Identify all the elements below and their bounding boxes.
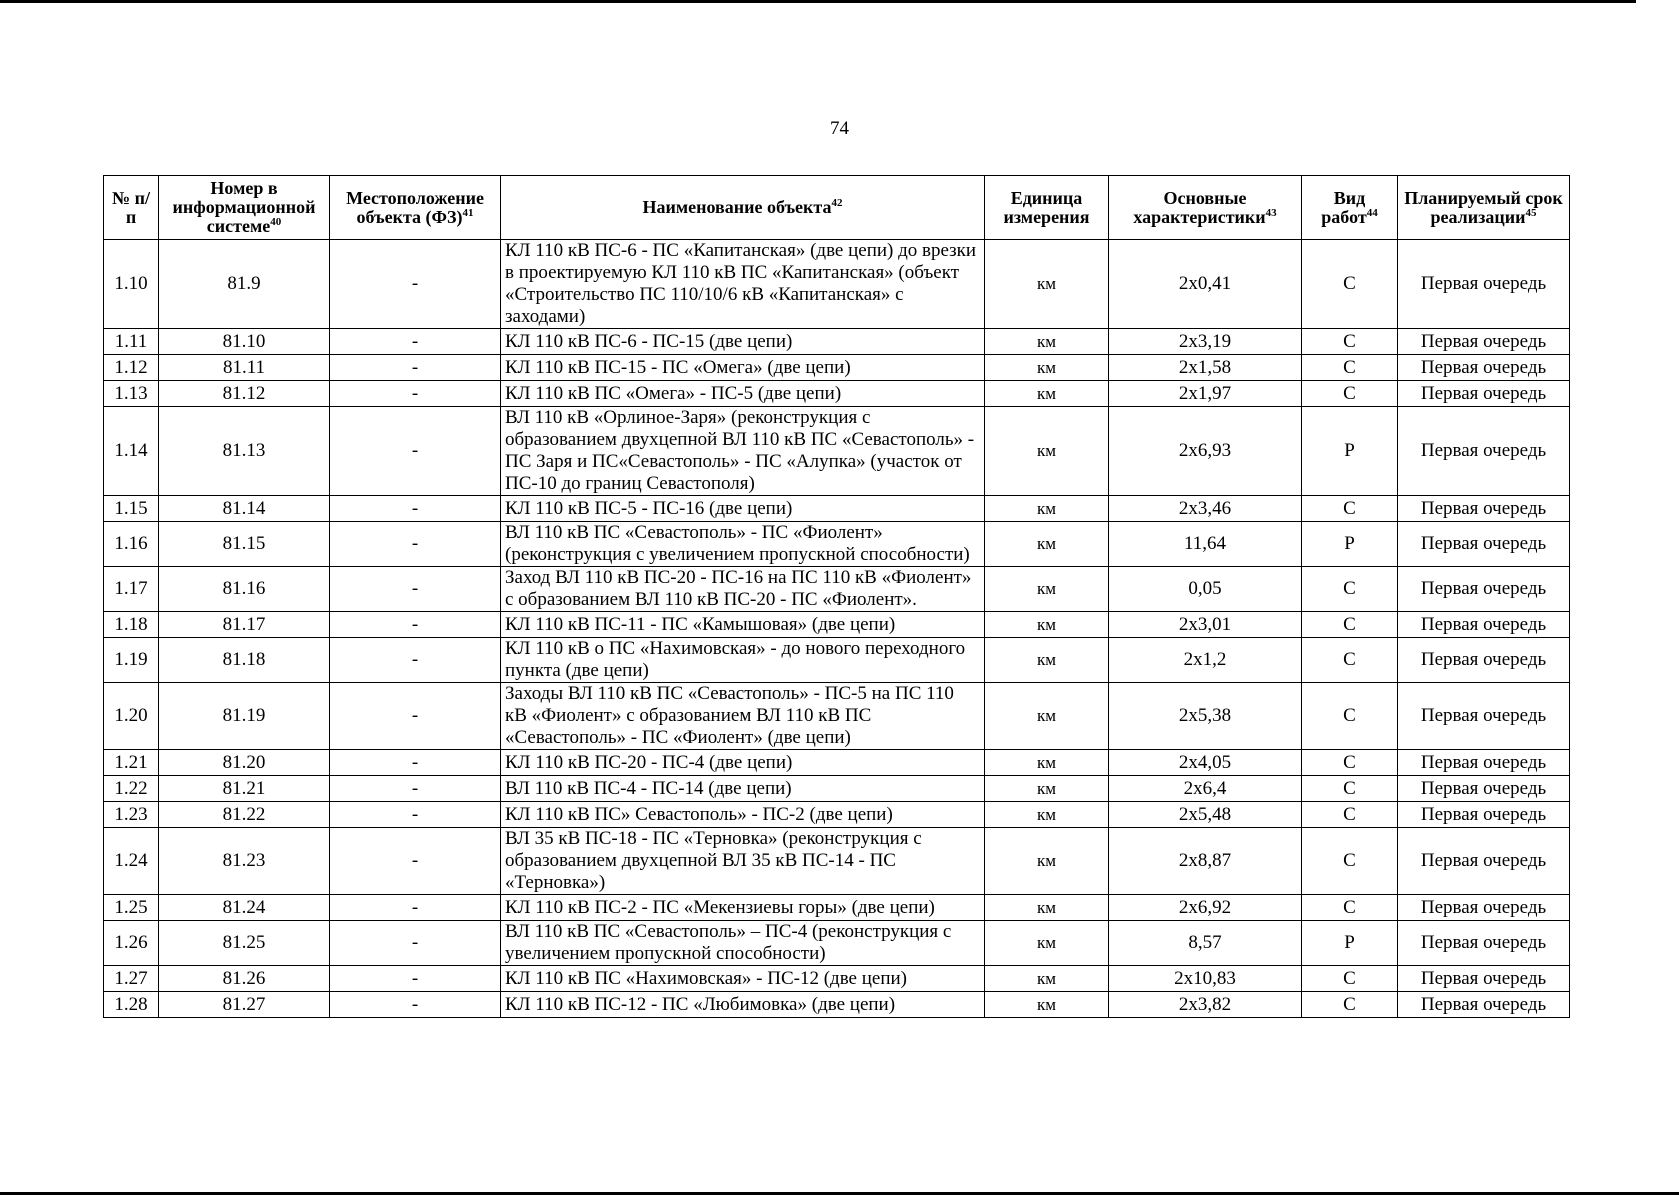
cell-object-name: ВЛ 110 кВ ПС «Севастополь» – ПС-4 (реконструкция с увеличением пропускной способности) bbox=[501, 921, 985, 966]
cell-work-type: С bbox=[1302, 828, 1398, 895]
header-planned-term: Планируемый срок реализации$^{45}$ bbox=[1398, 176, 1570, 240]
table-row bbox=[104, 522, 1570, 567]
cell-work-type: С bbox=[1302, 966, 1398, 992]
cell-object-name: КЛ 110 кВ ПС-6 - ПС-15 (две цепи) bbox=[501, 329, 985, 355]
cell-unit: км bbox=[985, 381, 1109, 407]
cell-number: 1.23 bbox=[104, 802, 159, 828]
cell-location: - bbox=[330, 921, 501, 966]
cell-planned-term: Первая очередь bbox=[1398, 750, 1570, 776]
cell-system-id: 81.21 bbox=[159, 776, 330, 802]
cell-characteristics: 2х3,19 bbox=[1109, 329, 1302, 355]
cell-system-id: 81.9 bbox=[159, 240, 330, 329]
cell-work-type: С bbox=[1302, 638, 1398, 683]
cell-work-type: Р bbox=[1302, 522, 1398, 567]
cell-work-type: С bbox=[1302, 776, 1398, 802]
table-row bbox=[104, 776, 1570, 802]
cell-system-id: 81.10 bbox=[159, 329, 330, 355]
cell-number: 1.14 bbox=[104, 407, 159, 496]
cell-unit: км bbox=[985, 895, 1109, 921]
cell-unit: км bbox=[985, 966, 1109, 992]
cell-number: 1.16 bbox=[104, 522, 159, 567]
table-row bbox=[104, 921, 1570, 966]
scan-border-bottom bbox=[0, 1192, 1679, 1195]
cell-object-name: КЛ 110 кВ о ПС «Нахимовская» - до нового переходного пункта (две цепи) bbox=[501, 638, 985, 683]
cell-location: - bbox=[330, 329, 501, 355]
cell-object-name: КЛ 110 кВ ПС «Омега» - ПС-5 (две цепи) bbox=[501, 381, 985, 407]
cell-unit: км bbox=[985, 921, 1109, 966]
cell-location: - bbox=[330, 522, 501, 567]
cell-characteristics: 8,57 bbox=[1109, 921, 1302, 966]
cell-work-type: С bbox=[1302, 240, 1398, 329]
cell-location: - bbox=[330, 381, 501, 407]
cell-unit: км bbox=[985, 776, 1109, 802]
cell-work-type: С bbox=[1302, 612, 1398, 638]
cell-location: - bbox=[330, 240, 501, 329]
cell-number: 1.12 bbox=[104, 355, 159, 381]
cell-system-id: 81.20 bbox=[159, 750, 330, 776]
cell-characteristics: 2х6,93 bbox=[1109, 407, 1302, 496]
cell-planned-term: Первая очередь bbox=[1398, 355, 1570, 381]
cell-location: - bbox=[330, 612, 501, 638]
cell-unit: км bbox=[985, 240, 1109, 329]
table-row bbox=[104, 828, 1570, 895]
cell-unit: км bbox=[985, 750, 1109, 776]
cell-unit: км bbox=[985, 355, 1109, 381]
table-row bbox=[104, 567, 1570, 612]
table-row bbox=[104, 407, 1570, 496]
cell-number: 1.13 bbox=[104, 381, 159, 407]
cell-planned-term: Первая очередь bbox=[1398, 992, 1570, 1018]
cell-characteristics: 2х1,58 bbox=[1109, 355, 1302, 381]
cell-location: - bbox=[330, 776, 501, 802]
header-characteristics: Основные характеристики$^{43}$ bbox=[1109, 176, 1302, 240]
cell-system-id: 81.19 bbox=[159, 683, 330, 750]
cell-location: - bbox=[330, 683, 501, 750]
cell-system-id: 81.16 bbox=[159, 567, 330, 612]
table-row bbox=[104, 329, 1570, 355]
cell-work-type: С bbox=[1302, 895, 1398, 921]
cell-number: 1.10 bbox=[104, 240, 159, 329]
cell-characteristics: 2х8,87 bbox=[1109, 828, 1302, 895]
table-header-row bbox=[104, 176, 1570, 240]
cell-planned-term: Первая очередь bbox=[1398, 802, 1570, 828]
cell-characteristics: 2х1,2 bbox=[1109, 638, 1302, 683]
cell-work-type: С bbox=[1302, 329, 1398, 355]
cell-object-name: КЛ 110 кВ ПС-2 - ПС «Мекензиевы горы» (две цепи) bbox=[501, 895, 985, 921]
cell-object-name: Заходы ВЛ 110 кВ ПС «Севастополь» - ПС-5 на ПС 110 кВ «Фиолент» с образованием ВЛ 110 кВ ПС «Севастополь» - ПС «Фиолент» (две цепи) bbox=[501, 683, 985, 750]
cell-object-name: КЛ 110 кВ ПС «Нахимовская» - ПС-12 (две цепи) bbox=[501, 966, 985, 992]
cell-unit: км bbox=[985, 992, 1109, 1018]
cell-system-id: 81.22 bbox=[159, 802, 330, 828]
cell-system-id: 81.13 bbox=[159, 407, 330, 496]
cell-unit: км bbox=[985, 329, 1109, 355]
cell-system-id: 81.26 bbox=[159, 966, 330, 992]
table-row bbox=[104, 802, 1570, 828]
cell-work-type: С bbox=[1302, 381, 1398, 407]
cell-object-name: КЛ 110 кВ ПС-5 - ПС-16 (две цепи) bbox=[501, 496, 985, 522]
cell-system-id: 81.15 bbox=[159, 522, 330, 567]
cell-number: 1.26 bbox=[104, 921, 159, 966]
cell-characteristics: 2х4,05 bbox=[1109, 750, 1302, 776]
header-system-id: Номер в информационной системе$^{40}$ bbox=[159, 176, 330, 240]
cell-number: 1.20 bbox=[104, 683, 159, 750]
cell-location: - bbox=[330, 638, 501, 683]
table-row bbox=[104, 496, 1570, 522]
page-number: 74 bbox=[830, 118, 849, 139]
cell-location: - bbox=[330, 567, 501, 612]
cell-location: - bbox=[330, 802, 501, 828]
cell-planned-term: Первая очередь bbox=[1398, 895, 1570, 921]
cell-unit: км bbox=[985, 638, 1109, 683]
cell-system-id: 81.23 bbox=[159, 828, 330, 895]
cell-planned-term: Первая очередь bbox=[1398, 381, 1570, 407]
cell-system-id: 81.11 bbox=[159, 355, 330, 381]
cell-planned-term: Первая очередь bbox=[1398, 407, 1570, 496]
cell-planned-term: Первая очередь bbox=[1398, 966, 1570, 992]
cell-work-type: Р bbox=[1302, 921, 1398, 966]
table-row bbox=[104, 355, 1570, 381]
cell-planned-term: Первая очередь bbox=[1398, 828, 1570, 895]
cell-characteristics: 2х5,38 bbox=[1109, 683, 1302, 750]
cell-planned-term: Первая очередь bbox=[1398, 329, 1570, 355]
cell-planned-term: Первая очередь bbox=[1398, 776, 1570, 802]
cell-number: 1.24 bbox=[104, 828, 159, 895]
cell-object-name: КЛ 110 кВ ПС» Севастополь» - ПС-2 (две цепи) bbox=[501, 802, 985, 828]
cell-object-name: ВЛ 35 кВ ПС-18 - ПС «Терновка» (реконструкция с образованием двухцепной ВЛ 35 кВ ПС-14 - ПС «Терновка») bbox=[501, 828, 985, 895]
cell-location: - bbox=[330, 355, 501, 381]
cell-number: 1.17 bbox=[104, 567, 159, 612]
cell-system-id: 81.14 bbox=[159, 496, 330, 522]
cell-number: 1.22 bbox=[104, 776, 159, 802]
cell-system-id: 81.27 bbox=[159, 992, 330, 1018]
cell-unit: км bbox=[985, 567, 1109, 612]
table-row bbox=[104, 966, 1570, 992]
cell-number: 1.27 bbox=[104, 966, 159, 992]
cell-object-name: КЛ 110 кВ ПС-20 - ПС-4 (две цепи) bbox=[501, 750, 985, 776]
cell-planned-term: Первая очередь bbox=[1398, 921, 1570, 966]
cell-number: 1.19 bbox=[104, 638, 159, 683]
cell-object-name: Заход ВЛ 110 кВ ПС-20 - ПС-16 на ПС 110 кВ «Фиолент» с образованием ВЛ 110 кВ ПС-20 - ПС «Фиолент». bbox=[501, 567, 985, 612]
cell-number: 1.18 bbox=[104, 612, 159, 638]
cell-unit: км bbox=[985, 522, 1109, 567]
cell-planned-term: Первая очередь bbox=[1398, 522, 1570, 567]
cell-characteristics: 2х10,83 bbox=[1109, 966, 1302, 992]
cell-work-type: С bbox=[1302, 567, 1398, 612]
table-row bbox=[104, 683, 1570, 750]
cell-unit: км bbox=[985, 802, 1109, 828]
header-number: № п/п bbox=[104, 176, 159, 240]
cell-object-name: ВЛ 110 кВ «Орлиное-Заря» (реконструкция с образованием двухцепной ВЛ 110 кВ ПС «Севастополь» - ПС Заря и ПС«Севастополь» - ПС «Алупка» (участок от ПС-10 до границ Севастополя) bbox=[501, 407, 985, 496]
cell-location: - bbox=[330, 992, 501, 1018]
cell-system-id: 81.18 bbox=[159, 638, 330, 683]
cell-characteristics: 2х5,48 bbox=[1109, 802, 1302, 828]
cell-planned-term: Первая очередь bbox=[1398, 240, 1570, 329]
cell-location: - bbox=[330, 496, 501, 522]
cell-object-name: КЛ 110 кВ ПС-11 - ПС «Камышовая» (две цепи) bbox=[501, 612, 985, 638]
table-row bbox=[104, 992, 1570, 1018]
objects-table bbox=[103, 175, 1570, 1018]
cell-object-name: ВЛ 110 кВ ПС-4 - ПС-14 (две цепи) bbox=[501, 776, 985, 802]
cell-object-name: КЛ 110 кВ ПС-12 - ПС «Любимовка» (две цепи) bbox=[501, 992, 985, 1018]
cell-work-type: С bbox=[1302, 750, 1398, 776]
cell-unit: км bbox=[985, 496, 1109, 522]
header-unit: Единица измерения bbox=[985, 176, 1109, 240]
cell-number: 1.25 bbox=[104, 895, 159, 921]
cell-number: 1.21 bbox=[104, 750, 159, 776]
cell-planned-term: Первая очередь bbox=[1398, 683, 1570, 750]
table-body bbox=[104, 240, 1570, 1018]
cell-unit: км bbox=[985, 612, 1109, 638]
cell-planned-term: Первая очередь bbox=[1398, 496, 1570, 522]
table-row bbox=[104, 895, 1570, 921]
cell-unit: км bbox=[985, 407, 1109, 496]
cell-object-name: КЛ 110 кВ ПС-6 - ПС «Капитанская» (две цепи) до врезки в проектируемую КЛ 110 кВ ПС «Капитанская» (объект «Строительство ПС 110/10/6 кВ «Капитанская» с заходами) bbox=[501, 240, 985, 329]
cell-work-type: С bbox=[1302, 496, 1398, 522]
cell-object-name: ВЛ 110 кВ ПС «Севастополь» - ПС «Фиолент» (реконструкция с увеличением пропускной способности) bbox=[501, 522, 985, 567]
cell-characteristics: 2х3,82 bbox=[1109, 992, 1302, 1018]
cell-system-id: 81.25 bbox=[159, 921, 330, 966]
cell-characteristics: 11,64 bbox=[1109, 522, 1302, 567]
header-object-name: Наименование объекта$^{42}$ bbox=[501, 176, 985, 240]
cell-planned-term: Первая очередь bbox=[1398, 567, 1570, 612]
cell-system-id: 81.17 bbox=[159, 612, 330, 638]
cell-location: - bbox=[330, 750, 501, 776]
scan-border-top bbox=[0, 0, 1636, 3]
cell-work-type: Р bbox=[1302, 407, 1398, 496]
cell-number: 1.28 bbox=[104, 992, 159, 1018]
cell-characteristics: 2х3,01 bbox=[1109, 612, 1302, 638]
cell-object-name: КЛ 110 кВ ПС-15 - ПС «Омега» (две цепи) bbox=[501, 355, 985, 381]
cell-unit: км bbox=[985, 828, 1109, 895]
cell-work-type: С bbox=[1302, 992, 1398, 1018]
cell-characteristics: 2х6,92 bbox=[1109, 895, 1302, 921]
table-row bbox=[104, 638, 1570, 683]
cell-characteristics: 2х3,46 bbox=[1109, 496, 1302, 522]
table-row bbox=[104, 612, 1570, 638]
table-row bbox=[104, 750, 1570, 776]
cell-planned-term: Первая очередь bbox=[1398, 612, 1570, 638]
cell-work-type: С bbox=[1302, 683, 1398, 750]
cell-work-type: С bbox=[1302, 802, 1398, 828]
cell-planned-term: Первая очередь bbox=[1398, 638, 1570, 683]
cell-location: - bbox=[330, 407, 501, 496]
cell-system-id: 81.24 bbox=[159, 895, 330, 921]
cell-characteristics: 2х0,41 bbox=[1109, 240, 1302, 329]
cell-unit: км bbox=[985, 683, 1109, 750]
header-work-type: Вид работ$^{44}$ bbox=[1302, 176, 1398, 240]
cell-characteristics: 2х6,4 bbox=[1109, 776, 1302, 802]
table-row bbox=[104, 240, 1570, 329]
cell-system-id: 81.12 bbox=[159, 381, 330, 407]
cell-location: - bbox=[330, 828, 501, 895]
cell-characteristics: 0,05 bbox=[1109, 567, 1302, 612]
cell-work-type: С bbox=[1302, 355, 1398, 381]
cell-number: 1.15 bbox=[104, 496, 159, 522]
cell-location: - bbox=[330, 895, 501, 921]
header-location: Местоположение объекта (ФЗ)$^{41}$ bbox=[330, 176, 501, 240]
table-row bbox=[104, 381, 1570, 407]
cell-number: 1.11 bbox=[104, 329, 159, 355]
cell-location: - bbox=[330, 966, 501, 992]
cell-characteristics: 2х1,97 bbox=[1109, 381, 1302, 407]
